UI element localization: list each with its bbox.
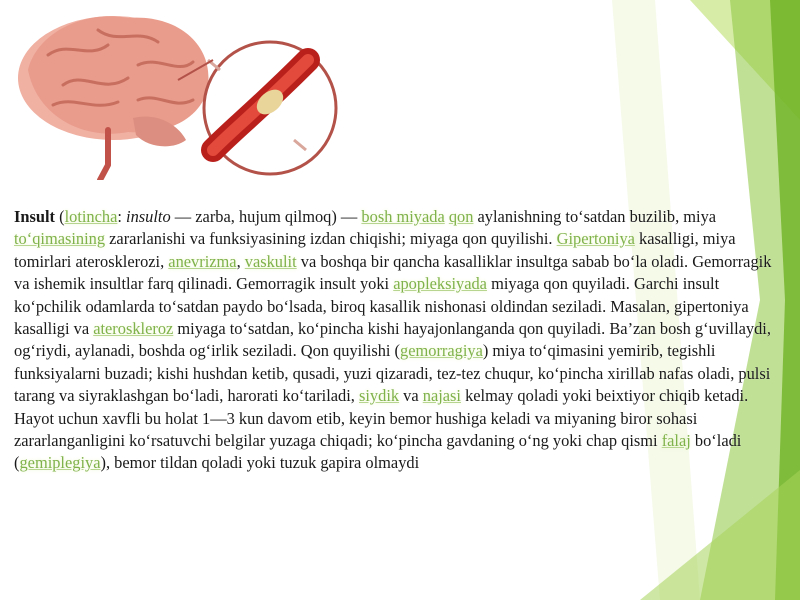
text-segment: miyaga to‘satdan, ko‘pincha kishi hayajonlanganda qon quyiladi. Ba’zan bosh g‘uvillaydi, og‘riydi, aylanadi, boshda og‘irlik seziladi. Qon quyilishi ( [14, 319, 771, 361]
link-apopleksiyada[interactable]: apopleksiyada [393, 274, 487, 294]
link-gemiplegiya[interactable]: gemiplegiya [19, 453, 101, 473]
link-ateroskleroz[interactable]: ateroskleroz [93, 319, 174, 339]
brain-icon [18, 16, 208, 180]
text-segment: , [236, 251, 245, 271]
text-segment: va boshqa bir qancha kasalliklar insultga sabab bo‘la oladi. Gemorragik va ishemik insultlar farq qilinadi. Gemorragik insult yoki [14, 251, 772, 294]
text-segment: va [399, 386, 423, 406]
link-qon[interactable]: qon [448, 207, 474, 226]
article-term: Insult [14, 207, 56, 226]
link-toqimasining[interactable]: to‘qimasining [14, 229, 106, 249]
text-segment: kelmay qoladi yoki beixtiyor chiqib ketadi. Hayot uchun xavfli bu holat 1—3 kun davom etib, keyin bemor hushiga keladi va miyaning biror sohasi zararlanganligini ko‘rsatuvchi belgilar yuzaga chiqadi; ko‘pincha gavdaning o‘ng yoki chap qismi [14, 386, 749, 451]
text-segment: aylanishning to‘satdan buzilib, miya [473, 207, 717, 226]
text-segment: miyaga qon quyiladi. Garchi insult ko‘pchilik odamlarda to‘satdan paydo bo‘lsada, biroq kasallik nishonasi oldindan seziladi. Masalan, gipertoniya kasalligi va [14, 274, 749, 339]
link-najasi[interactable]: najasi [422, 386, 461, 406]
link-lotincha[interactable]: lotincha [64, 207, 118, 226]
blood-vessel-clot-icon [204, 42, 336, 174]
link-falaj[interactable]: falaj [661, 431, 691, 451]
link-gipertoniya[interactable]: Gipertoniya [556, 229, 635, 249]
article-body [14, 206, 786, 475]
latin-word: insulto [126, 207, 171, 226]
text-segment: zararlanishi va funksiyasining izdan chiqishi; miyaga qon quyilishi. [105, 229, 557, 249]
link-anevrizma[interactable]: anevrizma [168, 251, 237, 271]
text-segment: — zarba, hujum qilmoq) — [170, 207, 362, 226]
link-siydik[interactable]: siydik [359, 386, 400, 406]
brain-stroke-illustration [8, 0, 338, 180]
text-segment: : [117, 207, 127, 226]
text-segment: ), bemor tildan qoladi yoki tuzuk gapira olmaydi [100, 453, 420, 473]
text-segment: ) miya to‘qimasini yemirib, tegishli funksiyalarni buzadi; kishi hushdan ketib, qusadi, yuzi qizaradi, tez-tez chuqur, ko‘pincha xirillab nafas oladi, pulsi tarang va siyraklashgan bo‘ladi, harorati ko‘tariladi, [14, 341, 771, 406]
text-segment: kasalligi, miya tomirlari aterosklerozi, [14, 229, 736, 271]
text-segment: ( [55, 207, 65, 226]
link-vaskulit[interactable]: vaskulit [244, 251, 297, 271]
link-bosh-miyada[interactable]: bosh miyada [361, 207, 445, 226]
link-gemorragiya[interactable]: gemorragiya [400, 341, 483, 361]
text-segment: bo‘ladi ( [14, 431, 742, 473]
